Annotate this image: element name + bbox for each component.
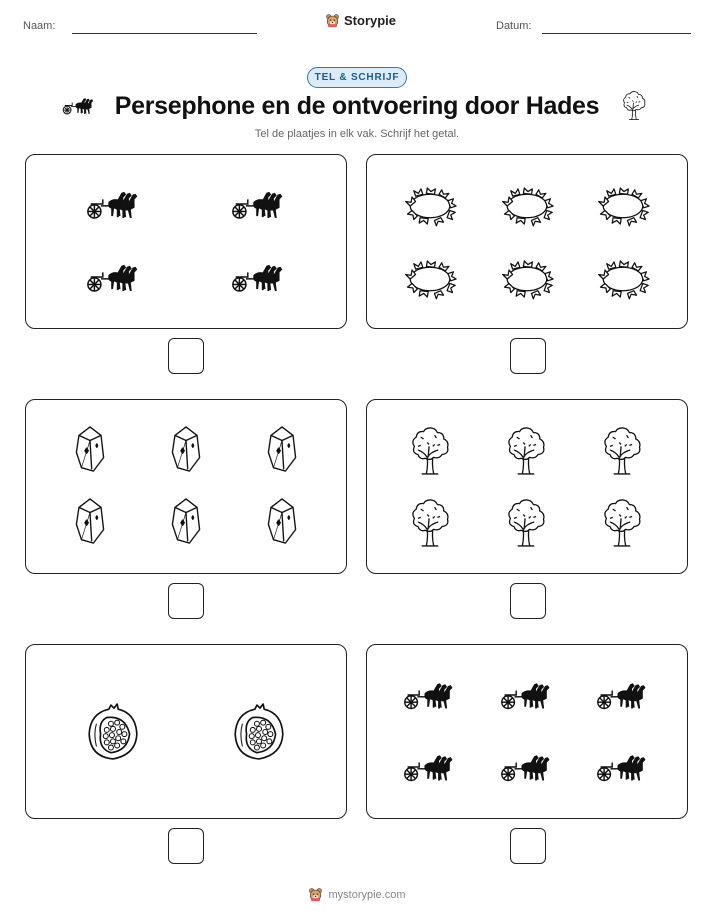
storypie-logo — [325, 13, 396, 28]
crystal-picture — [265, 424, 299, 474]
counting-panel-6 — [366, 644, 688, 819]
counting-panel-4 — [366, 399, 688, 574]
chariot-picture — [596, 749, 650, 785]
crystal-picture — [169, 496, 203, 546]
wreath-picture — [500, 258, 554, 300]
tree-picture — [599, 424, 645, 476]
tree-picture — [503, 496, 549, 548]
pomegranate-picture — [230, 703, 288, 761]
chariot-picture — [86, 258, 142, 296]
name-label: Naam: — [23, 20, 56, 32]
chariot-picture — [500, 677, 554, 713]
bear-mascot-icon — [325, 13, 340, 28]
tree-picture — [599, 496, 645, 548]
footer-link[interactable]: mystorypie.com — [328, 888, 406, 901]
crystal-picture — [73, 424, 107, 474]
page-title: Persephone en de ontvoering door Hades — [114, 92, 600, 120]
chariot-picture — [86, 185, 142, 223]
tree-icon — [620, 89, 648, 121]
wreath-picture — [596, 185, 650, 227]
chariot-picture — [231, 185, 287, 223]
tree-picture — [407, 496, 453, 548]
chariot-picture — [596, 677, 650, 713]
instructions: Tel de plaatjes in elk vak. Schrijf het getal. — [254, 128, 460, 140]
crystal-picture — [265, 496, 299, 546]
date-label: Datum: — [496, 20, 532, 32]
chariot-picture — [403, 677, 457, 713]
tree-picture — [503, 424, 549, 476]
wreath-picture — [403, 258, 457, 300]
counting-panel-1 — [25, 154, 347, 329]
wreath-picture — [403, 185, 457, 227]
wreath-picture — [500, 185, 554, 227]
counting-panel-2 — [366, 154, 688, 329]
activity-badge: TEL & SCHRIJF — [307, 67, 407, 88]
chariot-picture — [403, 749, 457, 785]
crystal-picture — [73, 496, 107, 546]
bear-mascot-icon — [308, 887, 323, 902]
footer — [0, 887, 714, 902]
answer-box-6[interactable] — [510, 828, 546, 864]
answer-box-2[interactable] — [510, 338, 546, 374]
counting-panel-3 — [25, 399, 347, 574]
wreath-picture — [596, 258, 650, 300]
date-line[interactable] — [542, 33, 691, 34]
pomegranate-picture — [84, 703, 142, 761]
answer-box-5[interactable] — [168, 828, 204, 864]
crystal-picture — [169, 424, 203, 474]
counting-panel-5 — [25, 644, 347, 819]
tree-picture — [407, 424, 453, 476]
logo-text: Storypie — [344, 13, 397, 28]
answer-box-4[interactable] — [510, 583, 546, 619]
answer-box-1[interactable] — [168, 338, 204, 374]
name-line[interactable] — [72, 33, 257, 34]
chariot-picture — [231, 258, 287, 296]
answer-box-3[interactable] — [168, 583, 204, 619]
chariot-icon — [62, 94, 96, 117]
chariot-picture — [500, 749, 554, 785]
